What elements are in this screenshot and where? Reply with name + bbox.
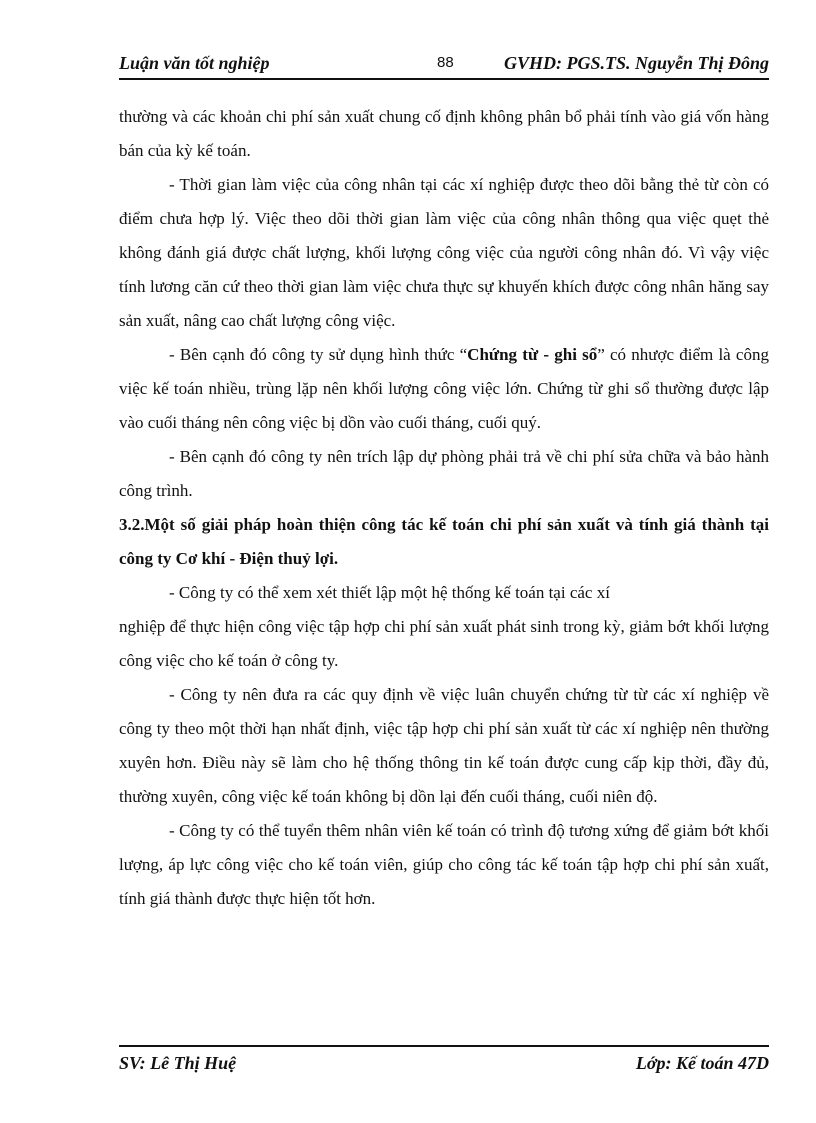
paragraph-2: - Thời gian làm việc của công nhân tại các xí nghiệp được theo dõi bằng thẻ từ còn có điểm chưa hợp lý. Việc theo dõi thời gian làm việc của công nhân thông qua việc quẹt thẻ không đánh giá được chất lượng, khối lượng công việc của người công nhân đó. Vì vậy việc tính lương căn cứ theo thời gian làm việc chưa thực sự khuyến khích được công nhân hăng say sản xuất, nâng cao chất lượng công việc. [119,175,769,330]
page-header [119,50,769,80]
paragraph-4: - Bên cạnh đó công ty nên trích lập dự phòng phải trả về chi phí sửa chữa và bảo hành công trình. [119,447,769,500]
class-name: Lớp: Kế toán 47D [635,1053,769,1073]
page-footer [119,1045,769,1077]
thesis-title: Luận văn tốt nghiệp [119,53,270,73]
paragraph-5-line-2: nghiệp để thực hiện công việc tập hợp chi phí sản xuất phát sinh trong kỳ, giảm bớt khối lượng công việc cho kế toán ở công ty. [119,617,769,670]
paragraph-1: thường và các khoản chi phí sản xuất chung cố định không phân bổ phải tính vào giá vốn hàng bán của kỳ kế toán. [119,107,769,160]
paragraph-3 [119,338,769,440]
paragraph-5-line-1: - Công ty có thể xem xét thiết lập một hệ thống kế toán tại các xí [169,583,610,602]
student-name: SV: Lê Thị Huệ [119,1053,237,1073]
paragraph-3-start: - Bên cạnh đó công ty sử dụng hình thức “ [169,345,468,364]
supervisor: GVHD: PGS.TS. Nguyễn Thị Đông [503,53,769,73]
paragraph-3-bold: Chứng từ - ghi sổ [467,345,598,364]
page-body [119,100,769,916]
paragraph-3-end: ” có nhược điểm là công việc kế toán nhiều, trùng lặp nên khối lượng công việc lớn. Chứng từ ghi sổ thường được lập vào cuối tháng nên công việc bị dồn vào cuối tháng, cuối quý. [119,345,769,432]
paragraph-7: - Công ty có thể tuyển thêm nhân viên kế toán có trình độ tương xứng để giảm bớt khối lượng, áp lực công việc cho kế toán viên, giúp cho công tác kế toán tập hợp chi phí sản xuất, tính giá thành được thực hiện tốt hơn. [119,821,769,908]
page-number: 88 [437,54,454,71]
section-heading: 3.2.Một số giải pháp hoàn thiện công tác kế toán chi phí sản xuất và tính giá thành tại công ty Cơ khí - Điện thuỷ lợi. [119,515,769,568]
paragraph-6: - Công ty nên đưa ra các quy định về việc luân chuyển chứng từ từ các xí nghiệp về công ty theo một thời hạn nhất định, việc tập hợp chi phí sản xuất từ các xí nghiệp nên thường xuyên hơn. Điều này sẽ làm cho hệ thống thông tin kế toán được cung cấp kịp thời, đầy đủ, thường xuyên, công việc kế toán không bị dồn lại đến cuối tháng, cuối niên độ. [119,685,769,806]
